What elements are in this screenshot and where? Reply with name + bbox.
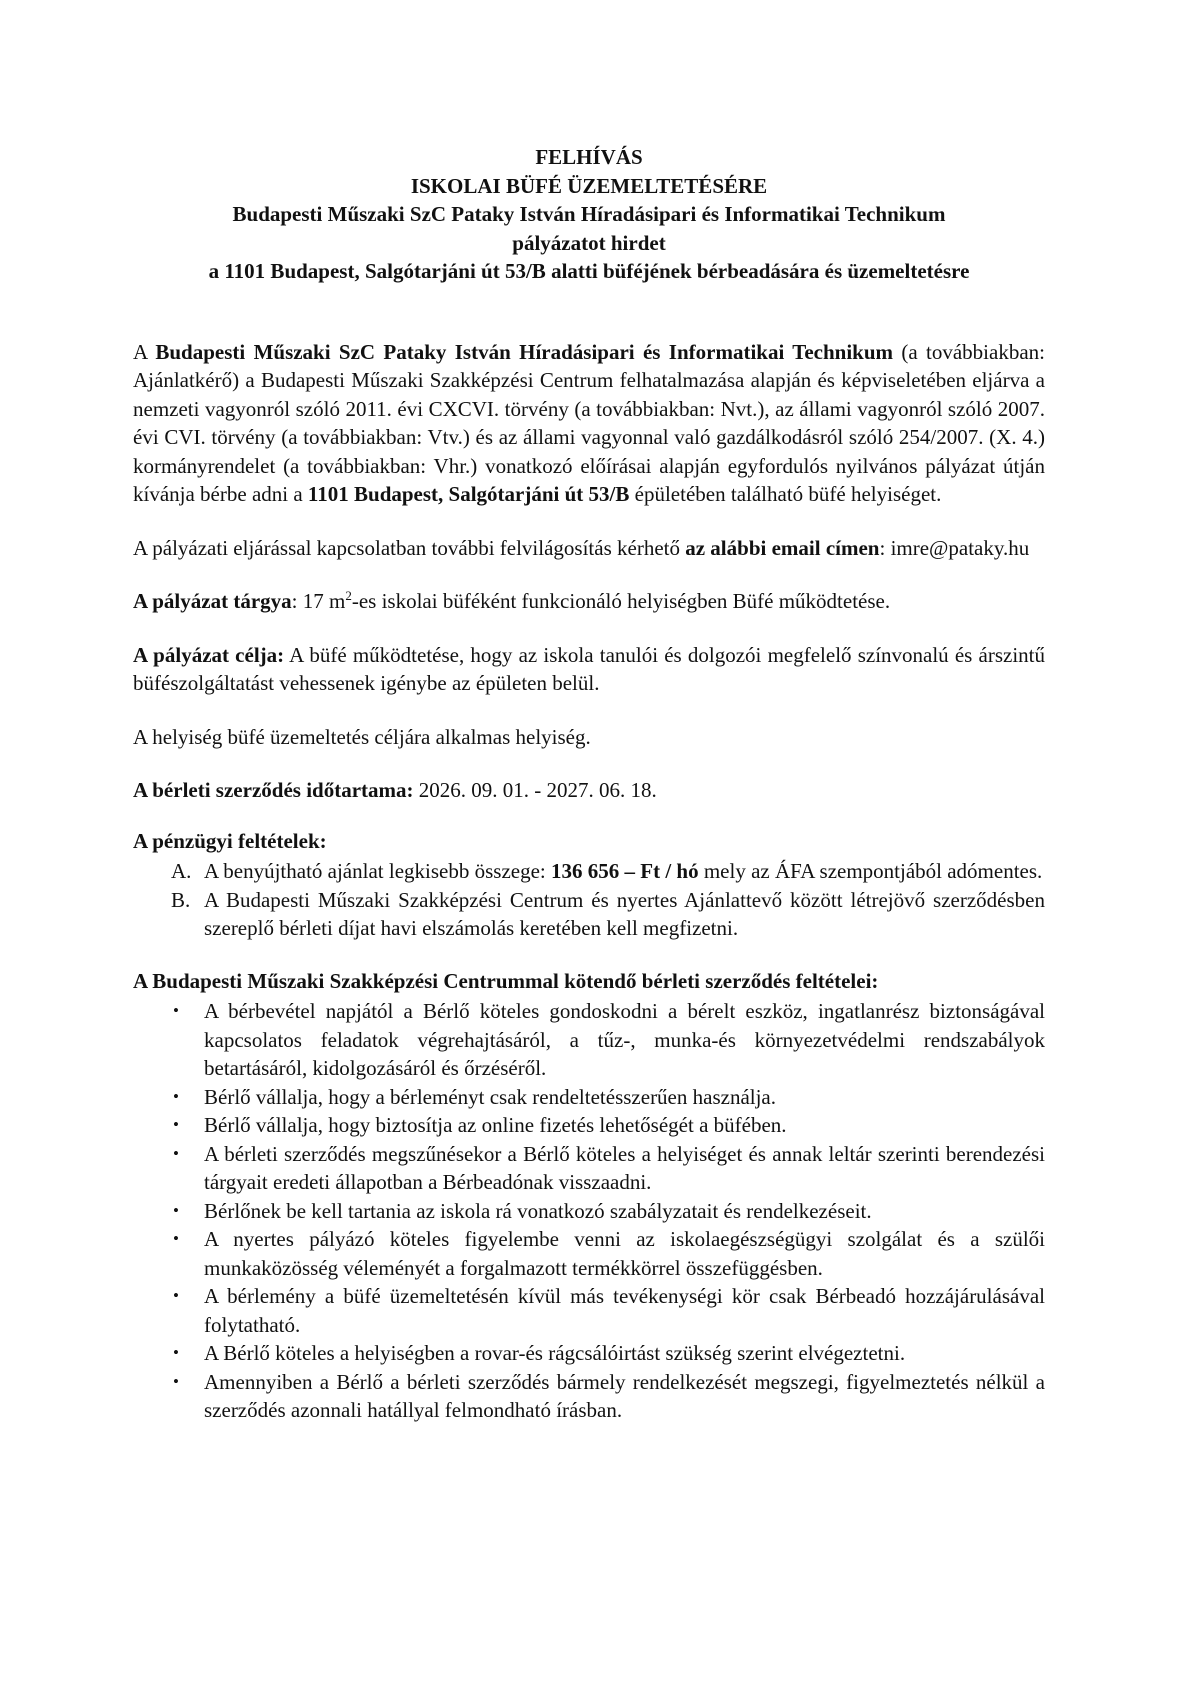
list-item <box>133 1140 1045 1197</box>
intro-text-1: (a továbbiakban: Ajánlatkérő) a Budapesti Műszaki Szakképzési Centrum felhatalmazása alapján és képviseletében eljárva a nemzeti vagyonról szóló 2011. évi CXCVI. törvény (a továbbiakban: Nvt.), az állami vagyonról szóló 2007. évi CVI. törvény (a továbbiakban: Vtv.) és az állami vagyonnal való gazdálkodásról szóló 254/2007. (X. 4.) kormányrendelet (a továbbiakban: Vhr.) vonatkozó előírásai alapján egyfordulós nyilvános pályázat útján kívánja bérbe adni a <box>133 339 1045 506</box>
list-item-text: Amennyiben a Bérlő a bérleti szerződés bármely rendelkezését megszegi, figyelmeztetés nélkül a szerződés azonnali hatállyal felmondható írásban. <box>204 1369 1045 1422</box>
bullet-icon: • <box>173 1229 179 1248</box>
list-item-text: Bérlőnek be kell tartania az iskola rá vonatkozó szabályzatait és rendelkezéseit. <box>204 1198 872 1223</box>
contact-paragraph <box>133 534 1045 563</box>
list-item-text: A bérleti szerződés megszűnésekor a Bérlő köteles a helyiséget és annak leltár szerinti berendezési tárgyait eredeti állapotban a Bérbeadónak visszaadni. <box>204 1141 1045 1194</box>
document-heading <box>133 143 1045 286</box>
bullet-icon: • <box>173 1286 179 1305</box>
bullet-icon: • <box>173 1371 179 1391</box>
contract-title: A Budapesti Műszaki Szakképzési Centrummal kötendő bérleti szerződés feltételei: <box>133 968 879 993</box>
bullet-icon: • <box>173 1115 179 1134</box>
bullet-icon: • <box>173 1343 179 1362</box>
bullet-icon: • <box>173 1001 179 1020</box>
list-item-text: A nyertes pályázó köteles figyelembe venni az iskolaegészségügyi szolgálat és a szülői munkaközösség véleményét a forgalmazott termékkörrel összefüggésben. <box>204 1227 1045 1280</box>
list-item-text: A bérlemény a büfé üzemeltetésén kívül más tevékenységi kör csak Bérbeadó hozzájárulásával folytatható. <box>204 1284 1045 1337</box>
contact-bold: az alábbi email címen <box>685 535 880 560</box>
goal-label: A pályázat célja: <box>133 642 285 667</box>
heading-institution: Budapesti Műszaki SzC Pataky István Híradásipari és Informatikai Technikum <box>232 202 946 226</box>
suitability-paragraph: A helyiség büfé üzemeltetés céljára alkalmas helyiség. <box>133 724 591 749</box>
list-item <box>133 1225 1045 1282</box>
contact-email: imre@pataky.hu <box>890 535 1030 560</box>
bullet-icon: • <box>173 1200 179 1220</box>
subject-text-a: 17 m <box>302 589 346 613</box>
intro-prefix: A <box>133 339 156 364</box>
list-item-text: Bérlő vállalja, hogy biztosítja az online fizetés lehetőségét a büfében. <box>204 1113 787 1137</box>
heading-subtitle: ISKOLAI BÜFÉ ÜZEMELTETÉSÉRE <box>410 173 768 198</box>
intro-paragraph <box>133 338 1045 509</box>
list-item <box>133 997 1045 1083</box>
list-item <box>133 1197 1045 1226</box>
goal-text: A büfé működtetése, hogy az iskola tanulói és dolgozói megfelelő színvonalú és árszintű büfészolgáltatást vehessenek igénybe az épületen belül. <box>133 642 1046 695</box>
financial-a-amount: 136 656 – Ft / hó <box>551 859 699 883</box>
intro-address: 1101 Budapest, Salgótarjáni út 53/B <box>307 482 630 506</box>
list-item <box>133 1282 1045 1339</box>
goal-paragraph <box>133 641 1045 698</box>
list-item-text: A bérbevétel napjától a Bérlő köteles gondoskodni a bérelt eszköz, ingatlanrész biztonságával kapcsolatos feladatok végrehajtásáról, a tűz-, munka-és környezetvédelmi rendszabályok betartásáról, kidolgozásáról és őrzéséről. <box>204 999 1045 1080</box>
list-item <box>133 1368 1045 1425</box>
subject-colon: : <box>291 589 303 613</box>
list-item <box>133 1111 1045 1140</box>
document-body <box>133 143 1045 1425</box>
contract-conditions-list <box>133 997 1045 1425</box>
duration-label: A bérleti szerződés időtartama: <box>133 778 414 802</box>
list-marker-b: B. <box>171 887 191 912</box>
duration-paragraph <box>133 776 1045 805</box>
heading-address: a 1101 Budapest, Salgótarjáni út 53/B alatti büféjének bérbeadására és üzemeltetésre <box>208 259 970 283</box>
subject-superscript: 2 <box>345 588 352 603</box>
financial-list <box>133 857 1045 943</box>
financial-b-text: A Budapesti Műszaki Szakképzési Centrum és nyertes Ajánlattevő között létrejövő szerződésben szereplő bérleti díjat havi elszámolás keretében kell megfizetni. <box>204 887 1045 940</box>
list-item-text: A Bérlő köteles a helyiségben a rovar-és rágcsálóirtást szükség szerint elvégeztetni. <box>204 1341 906 1365</box>
subject-text-b: -es iskolai büféként funkcionáló helyiségben Büfé működtetése. <box>351 589 891 613</box>
intro-text-2: épületében található büfé helyiséget. <box>629 482 942 506</box>
heading-title: FELHÍVÁS <box>535 145 643 169</box>
financial-title: A pénzügyi feltételek: <box>133 828 327 853</box>
list-marker-a: A. <box>171 859 192 883</box>
list-item <box>133 1339 1045 1368</box>
subject-paragraph <box>133 587 1045 616</box>
bullet-icon: • <box>173 1143 179 1163</box>
financial-item-a <box>133 857 1045 886</box>
bullet-icon: • <box>173 1086 179 1106</box>
list-item-text: Bérlő vállalja, hogy a bérleményt csak rendeltetésszerűen használja. <box>204 1084 777 1109</box>
intro-school-name: Budapesti Műszaki SzC Pataky István Híradásipari és Informatikai Technikum <box>155 339 894 364</box>
list-item <box>133 1083 1045 1112</box>
financial-a-text-2: mely az ÁFA szempontjából adómentes. <box>698 859 1043 883</box>
subject-label: A pályázat tárgya <box>133 589 292 613</box>
financial-a-text-1: A benyújtható ajánlat legkisebb összege: <box>204 859 551 883</box>
contact-colon: : <box>879 535 891 560</box>
financial-item-b <box>133 886 1045 943</box>
duration-text: 2026. 09. 01. - 2027. 06. 18. <box>413 778 657 802</box>
heading-announce: pályázatot hirdet <box>512 230 666 255</box>
contact-text: A pályázati eljárással kapcsolatban további felvilágosítás kérhető <box>133 535 686 560</box>
